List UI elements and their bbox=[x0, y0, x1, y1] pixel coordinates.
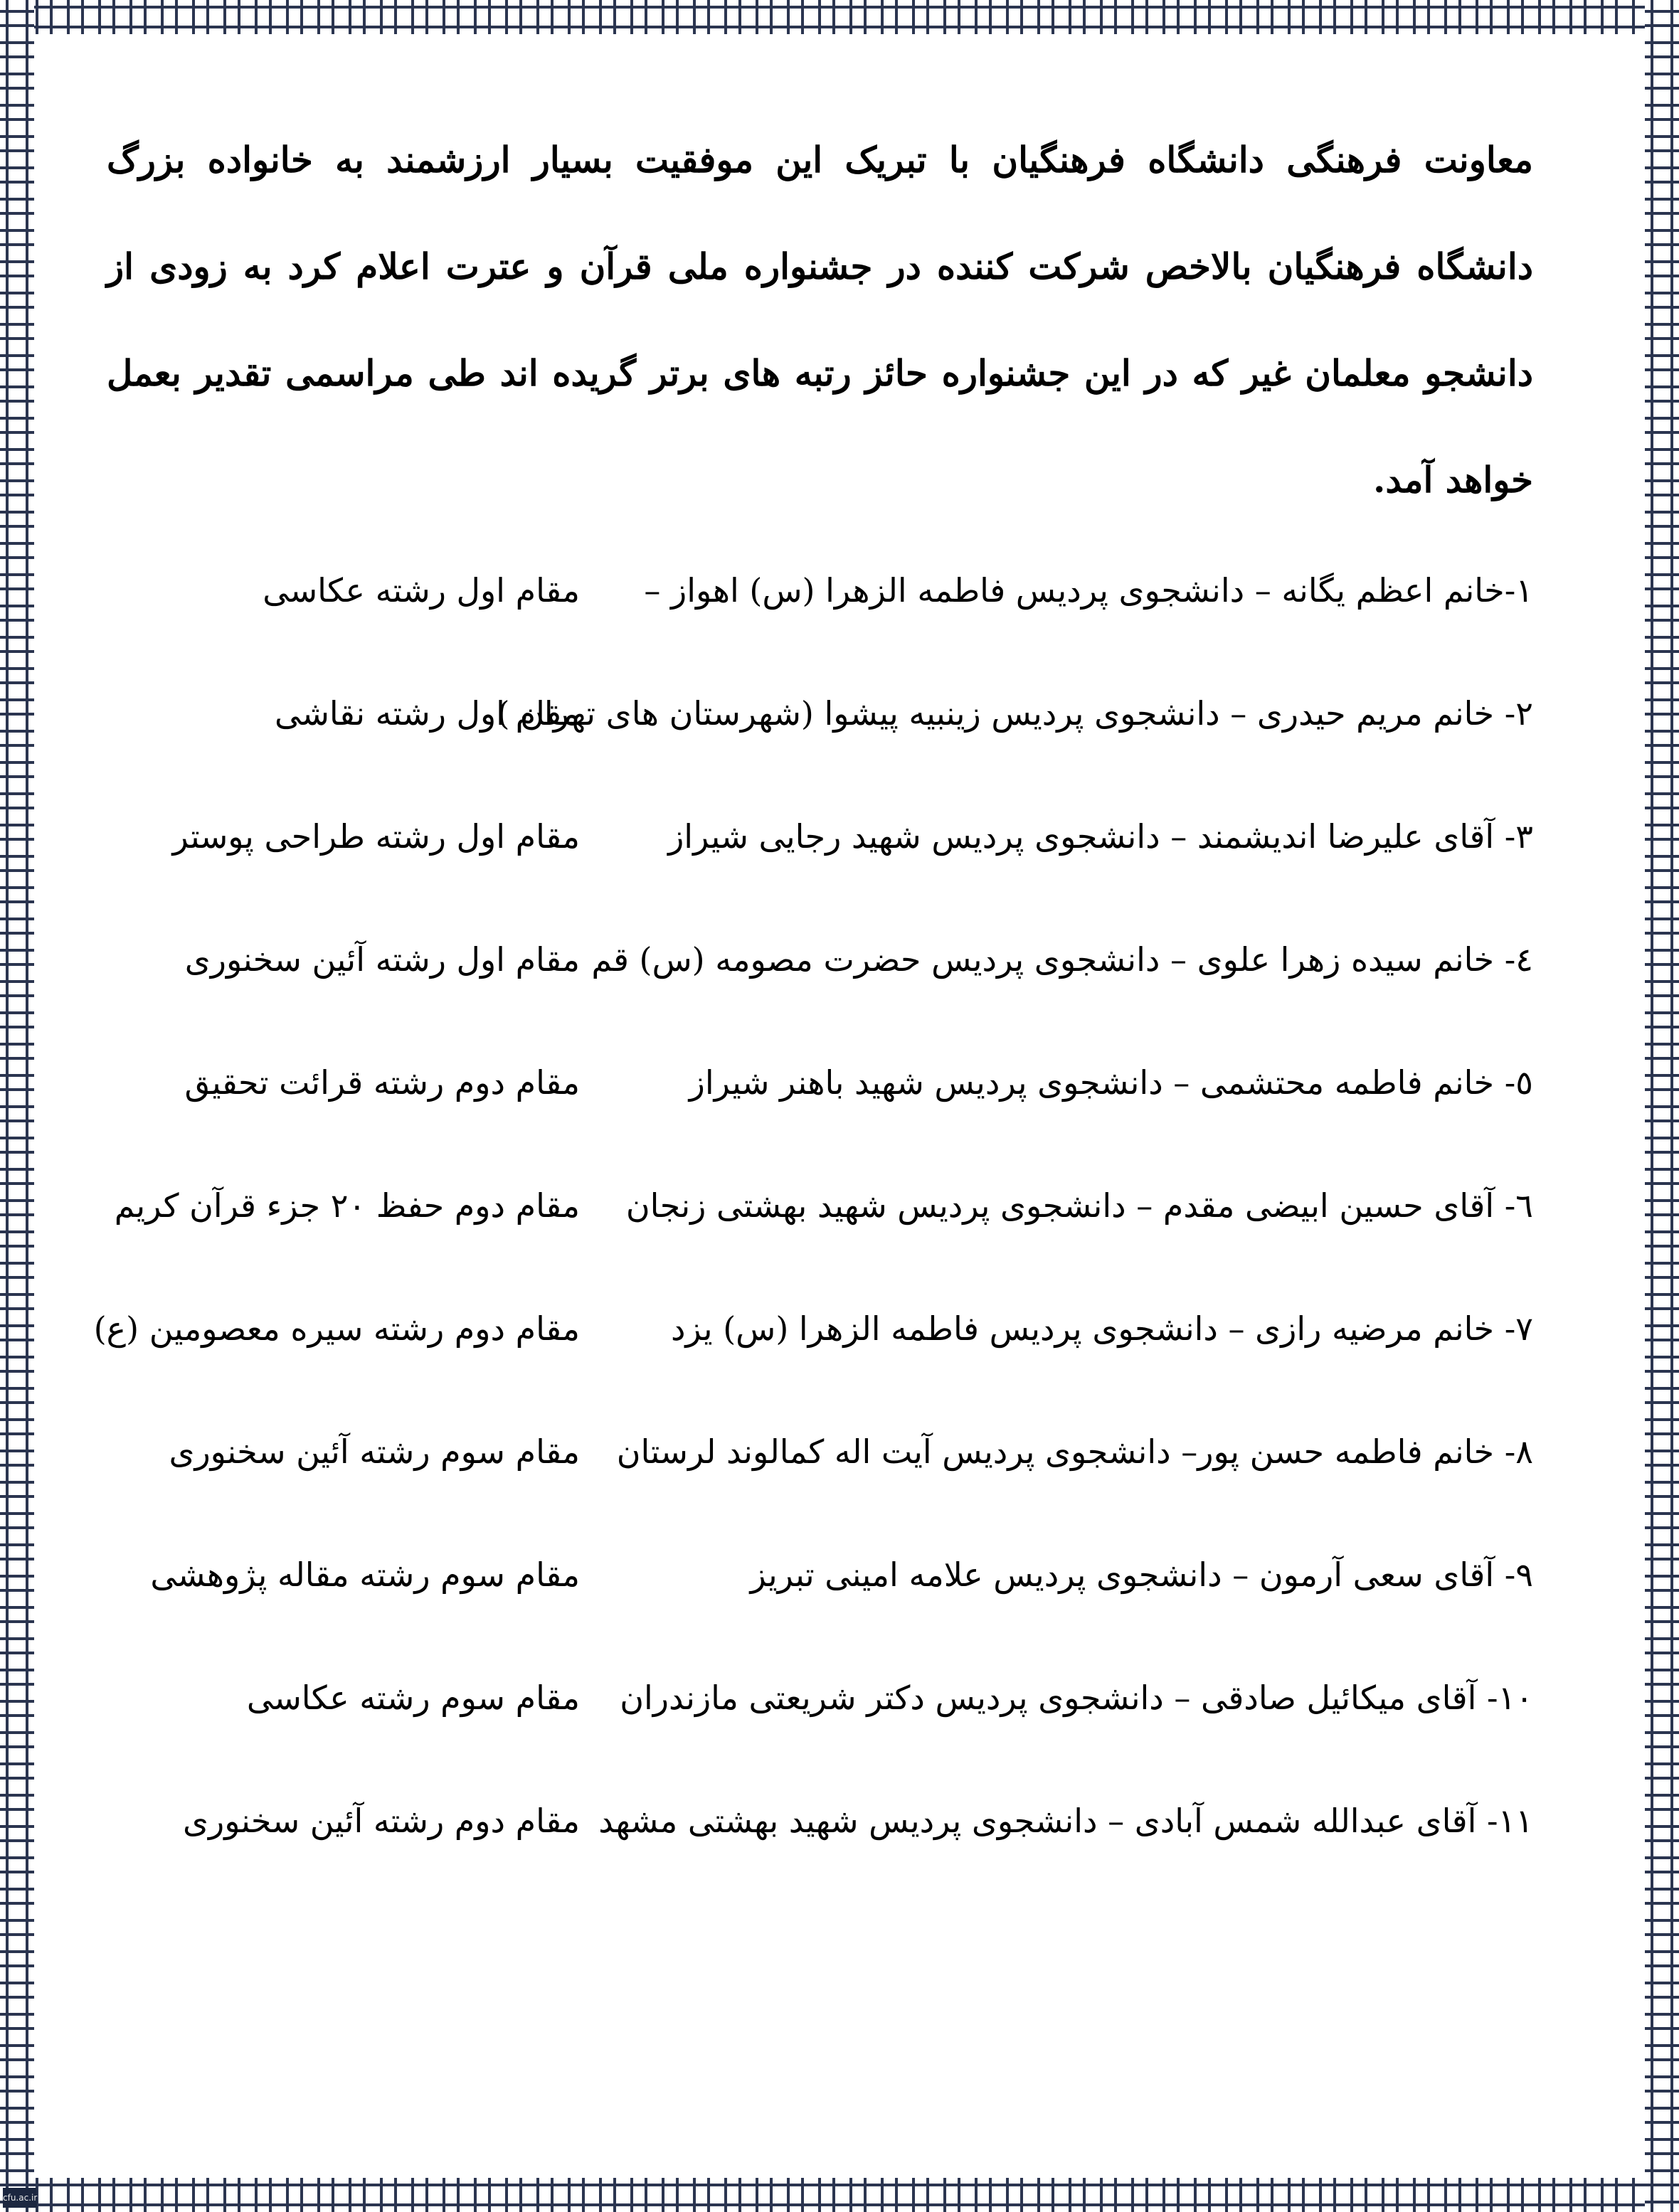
page-border-left bbox=[0, 0, 34, 2212]
winner-rank: مقام سوم رشته آئین سخنوری bbox=[169, 1432, 580, 1471]
page-border-bottom bbox=[0, 2178, 1679, 2212]
winner-rank: مقام دوم رشته آئین سخنوری bbox=[183, 1802, 580, 1840]
winner-rank: مقام اول رشته طراحی پوستر bbox=[172, 817, 580, 856]
winner-rank: مقام اول رشته نقاشی bbox=[275, 694, 580, 733]
intro-paragraph: معاونت فرهنگی دانشگاه فرهنگیان با تبریک این موفقیت بسیار ارزشمند به خانواده بزرگ دانشگاه فرهنگیان بالاخص شرکت کننده در جشنواره ملی قرآن و عترت اعلام کرد به زودی از دانشجو معلمان غیر که در این جشنواره حائز رتبه های برتر گریده اند طی مراسمی تقدیر بعمل خواهد آمد. bbox=[107, 139, 1534, 501]
winner-row bbox=[107, 678, 1533, 801]
winner-row bbox=[93, 1293, 1533, 1416]
winner-person: ۱۱- آقای عبدالله شمس آبادی – دانشجوی پردیس شهید بهشتی مشهد bbox=[598, 1802, 1533, 1840]
winner-person: ٦- آقای حسین ابیضی مقدم – دانشجوی پردیس شهید بهشتی زنجان bbox=[625, 1186, 1533, 1225]
winner-person: ۱-خانم اعظم یگانه – دانشجوی پردیس فاطمه الزهرا (س) اهواز – bbox=[644, 571, 1533, 610]
winner-person: ٥- خانم فاطمه محتشمی – دانشجوی پردیس شهید باهنر شیراز bbox=[689, 1063, 1533, 1102]
winner-row bbox=[107, 1785, 1533, 1908]
winner-rank: مقام اول رشته عکاسی bbox=[263, 571, 580, 610]
page-border-top bbox=[0, 0, 1679, 34]
winner-rank: مقام دوم رشته سیره معصومین (ع) bbox=[93, 1309, 580, 1348]
winner-row bbox=[107, 555, 1533, 678]
winner-row bbox=[107, 1539, 1533, 1662]
winner-person: ۸- خانم فاطمه حسن پور– دانشجوی پردیس آیت اله کمالوند لرستان bbox=[616, 1432, 1533, 1471]
winner-row bbox=[107, 801, 1533, 924]
winner-row bbox=[107, 924, 1533, 1047]
winner-row bbox=[107, 1170, 1533, 1293]
winner-person: ٤- خانم سیده زهرا علوی – دانشجوی پردیس حضرت مصومه (س) قم bbox=[591, 940, 1533, 979]
winner-rank: مقام سوم رشته عکاسی bbox=[246, 1679, 580, 1717]
winner-person: ۱۰- آقای میکائیل صادقی – دانشجوی پردیس دکتر شریعتی مازندران bbox=[620, 1679, 1533, 1717]
winner-rank: مقام سوم رشته مقاله پژوهشی bbox=[150, 1556, 580, 1594]
winner-person: ۳- آقای علیرضا اندیشمند – دانشجوی پردیس شهید رجایی شیراز bbox=[668, 817, 1533, 856]
winner-rank: مقام اول رشته آئین سخنوری bbox=[184, 940, 580, 979]
winners-list bbox=[93, 555, 1533, 1908]
winner-person: ۷- خانم مرضیه رازی – دانشجوی پردیس فاطمه الزهرا (س) یزد bbox=[670, 1309, 1533, 1348]
winner-rank: مقام دوم حفظ ۲۰ جزء قرآن کریم bbox=[114, 1186, 580, 1225]
winner-person: ۲- خانم مریم حیدری – دانشجوی پردیس زینبیه پیشوا (شهرستان های تهران ) bbox=[497, 694, 1533, 733]
page-border-right bbox=[1645, 0, 1679, 2212]
winner-row bbox=[107, 1662, 1533, 1785]
winner-row bbox=[107, 1047, 1533, 1170]
winner-person: ۹- آقای سعی آرمون – دانشجوی پردیس علامه امینی تبریز bbox=[750, 1556, 1533, 1594]
winner-row bbox=[107, 1416, 1533, 1539]
winner-rank: مقام دوم رشته قرائت تحقیق bbox=[184, 1063, 580, 1102]
site-logo: cfu.ac.ir bbox=[3, 2188, 37, 2208]
